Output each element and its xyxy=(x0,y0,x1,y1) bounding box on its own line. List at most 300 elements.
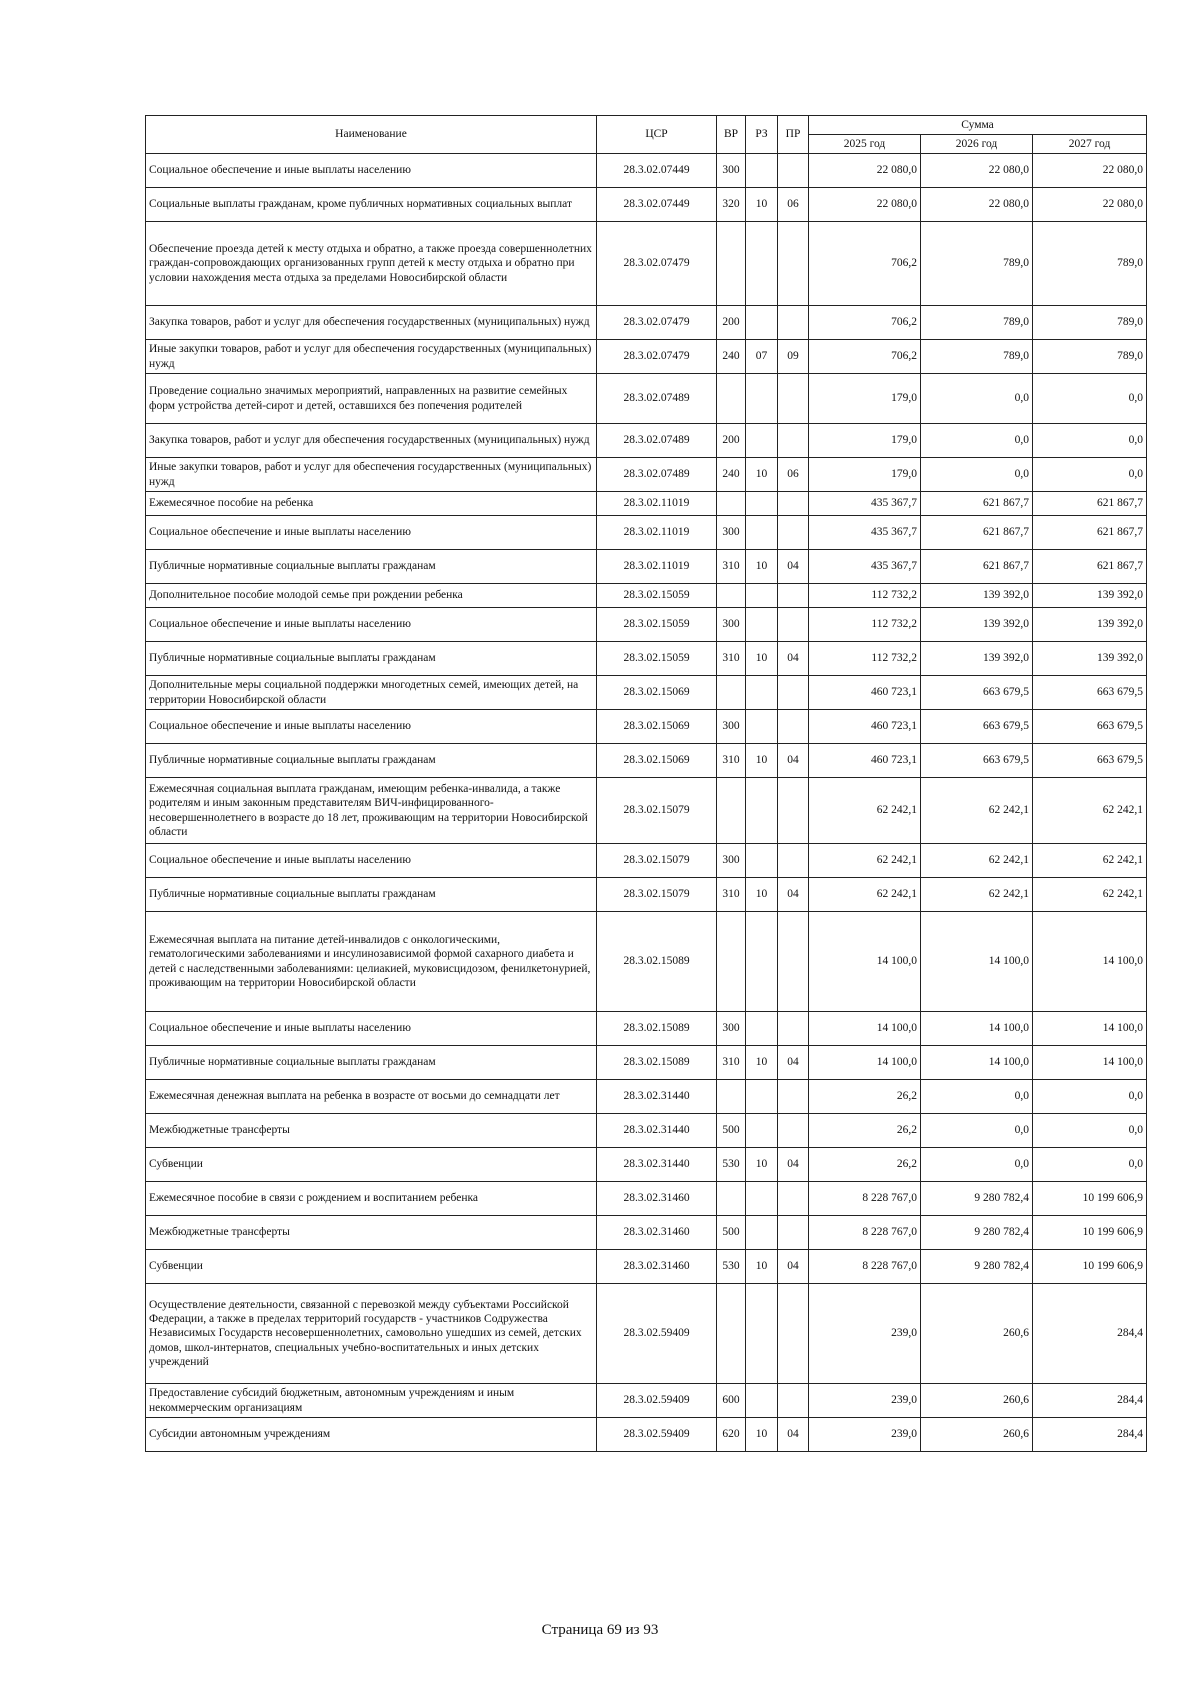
row-value-2025: 8 228 767,0 xyxy=(809,1250,921,1284)
row-value-2027: 284,4 xyxy=(1033,1284,1147,1384)
row-csr: 28.3.02.15079 xyxy=(597,878,717,912)
row-value-2027: 14 100,0 xyxy=(1033,1046,1147,1080)
row-vr: 310 xyxy=(717,744,746,778)
row-rz: 10 xyxy=(746,550,778,584)
row-vr: 300 xyxy=(717,844,746,878)
row-csr: 28.3.02.15059 xyxy=(597,642,717,676)
row-name: Ежемесячная выплата на питание детей-инвалидов с онкологическими, гематологическими заболеваниями и инсулинозависимой формой сахарного диабета и детей с наследственными заболеваниями: целиакией, муковисцидозом, фенилкетонурией, проживающим на территории Новосибирской области xyxy=(146,912,597,1012)
row-value-2025: 460 723,1 xyxy=(809,744,921,778)
row-vr xyxy=(717,778,746,844)
row-rz xyxy=(746,584,778,608)
row-vr: 500 xyxy=(717,1216,746,1250)
row-vr: 200 xyxy=(717,424,746,458)
row-name: Осуществление деятельности, связанной с перевозкой между субъектами Российской Федерации, а также в пределах территорий государств - участников Содружества Независимых Государств несовершеннолетних, самовольно ушедших из семей, детских домов, школ-интернатов, специальных учебно-воспитательных и иных детских учреждений xyxy=(146,1284,597,1384)
header-sum: Сумма xyxy=(809,116,1147,135)
row-value-2027: 0,0 xyxy=(1033,1080,1147,1114)
row-rz: 10 xyxy=(746,1148,778,1182)
table-row xyxy=(146,340,1147,374)
row-name: Ежемесячная денежная выплата на ребенка в возрасте от восьми до семнадцати лет xyxy=(146,1080,597,1114)
row-value-2026: 621 867,7 xyxy=(921,492,1033,516)
row-pr: 06 xyxy=(778,458,809,492)
row-value-2025: 239,0 xyxy=(809,1418,921,1452)
row-value-2026: 139 392,0 xyxy=(921,608,1033,642)
row-value-2027: 22 080,0 xyxy=(1033,154,1147,188)
row-pr xyxy=(778,516,809,550)
row-pr: 04 xyxy=(778,744,809,778)
header-csr: ЦСР xyxy=(597,116,717,154)
row-name: Субвенции xyxy=(146,1250,597,1284)
row-vr: 300 xyxy=(717,608,746,642)
row-pr xyxy=(778,1384,809,1418)
row-name: Иные закупки товаров, работ и услуг для обеспечения государственных (муниципальных) нужд xyxy=(146,340,597,374)
table-row xyxy=(146,912,1147,1012)
row-name: Закупка товаров, работ и услуг для обеспечения государственных (муниципальных) нужд xyxy=(146,424,597,458)
row-rz xyxy=(746,608,778,642)
row-value-2027: 0,0 xyxy=(1033,374,1147,424)
row-vr xyxy=(717,912,746,1012)
row-name: Межбюджетные трансферты xyxy=(146,1114,597,1148)
row-csr: 28.3.02.15089 xyxy=(597,1046,717,1080)
row-rz xyxy=(746,1284,778,1384)
table-row xyxy=(146,306,1147,340)
row-value-2026: 0,0 xyxy=(921,1114,1033,1148)
row-value-2026: 9 280 782,4 xyxy=(921,1182,1033,1216)
row-rz: 07 xyxy=(746,340,778,374)
row-value-2026: 789,0 xyxy=(921,222,1033,306)
table-row xyxy=(146,222,1147,306)
row-rz xyxy=(746,1080,778,1114)
row-pr xyxy=(778,1284,809,1384)
row-name: Публичные нормативные социальные выплаты гражданам xyxy=(146,878,597,912)
row-value-2027: 139 392,0 xyxy=(1033,642,1147,676)
row-value-2025: 62 242,1 xyxy=(809,844,921,878)
row-csr: 28.3.02.15069 xyxy=(597,710,717,744)
row-value-2027: 789,0 xyxy=(1033,306,1147,340)
row-value-2026: 663 679,5 xyxy=(921,710,1033,744)
table-row xyxy=(146,710,1147,744)
row-value-2026: 621 867,7 xyxy=(921,516,1033,550)
row-name: Обеспечение проезда детей к месту отдыха и обратно, а также проезда совершеннолетних граждан-сопровождающих организованных групп детей к месту отдыха и обратно при условии нахождения места отдыха за пределами Новосибирской области xyxy=(146,222,597,306)
row-value-2026: 139 392,0 xyxy=(921,642,1033,676)
row-rz xyxy=(746,1012,778,1046)
row-rz: 10 xyxy=(746,878,778,912)
row-vr: 200 xyxy=(717,306,746,340)
row-pr: 04 xyxy=(778,1250,809,1284)
row-value-2026: 14 100,0 xyxy=(921,1012,1033,1046)
row-name: Субвенции xyxy=(146,1148,597,1182)
table-row xyxy=(146,778,1147,844)
row-csr: 28.3.02.31440 xyxy=(597,1148,717,1182)
table-row xyxy=(146,492,1147,516)
row-vr xyxy=(717,676,746,710)
row-value-2026: 62 242,1 xyxy=(921,878,1033,912)
row-vr xyxy=(717,1182,746,1216)
row-csr: 28.3.02.59409 xyxy=(597,1284,717,1384)
row-value-2025: 460 723,1 xyxy=(809,710,921,744)
row-rz xyxy=(746,306,778,340)
row-value-2027: 10 199 606,9 xyxy=(1033,1250,1147,1284)
row-vr: 600 xyxy=(717,1384,746,1418)
row-pr xyxy=(778,154,809,188)
row-vr xyxy=(717,222,746,306)
row-vr xyxy=(717,584,746,608)
row-csr: 28.3.02.07479 xyxy=(597,340,717,374)
page-number: Страница 69 из 93 xyxy=(541,1622,659,1638)
row-rz xyxy=(746,676,778,710)
row-pr xyxy=(778,584,809,608)
row-csr: 28.3.02.59409 xyxy=(597,1418,717,1452)
table-row xyxy=(146,1384,1147,1418)
row-value-2027: 789,0 xyxy=(1033,222,1147,306)
row-value-2026: 0,0 xyxy=(921,1148,1033,1182)
row-pr xyxy=(778,608,809,642)
row-pr xyxy=(778,306,809,340)
row-csr: 28.3.02.15069 xyxy=(597,744,717,778)
row-value-2025: 62 242,1 xyxy=(809,878,921,912)
row-csr: 28.3.02.11019 xyxy=(597,516,717,550)
row-csr: 28.3.02.11019 xyxy=(597,550,717,584)
row-value-2025: 706,2 xyxy=(809,340,921,374)
row-value-2027: 0,0 xyxy=(1033,458,1147,492)
row-value-2026: 260,6 xyxy=(921,1384,1033,1418)
row-rz xyxy=(746,516,778,550)
row-value-2025: 112 732,2 xyxy=(809,584,921,608)
row-vr: 300 xyxy=(717,154,746,188)
row-value-2025: 239,0 xyxy=(809,1384,921,1418)
row-value-2027: 62 242,1 xyxy=(1033,778,1147,844)
row-value-2027: 284,4 xyxy=(1033,1418,1147,1452)
row-value-2027: 14 100,0 xyxy=(1033,912,1147,1012)
row-value-2025: 8 228 767,0 xyxy=(809,1216,921,1250)
row-value-2026: 139 392,0 xyxy=(921,584,1033,608)
row-vr: 300 xyxy=(717,710,746,744)
table-row xyxy=(146,1284,1147,1384)
row-value-2025: 435 367,7 xyxy=(809,550,921,584)
row-rz: 10 xyxy=(746,744,778,778)
row-pr xyxy=(778,676,809,710)
row-pr xyxy=(778,1182,809,1216)
row-value-2027: 10 199 606,9 xyxy=(1033,1216,1147,1250)
row-csr: 28.3.02.07489 xyxy=(597,424,717,458)
row-rz xyxy=(746,912,778,1012)
row-csr: 28.3.02.15059 xyxy=(597,608,717,642)
row-vr: 530 xyxy=(717,1250,746,1284)
row-pr: 09 xyxy=(778,340,809,374)
row-pr xyxy=(778,492,809,516)
row-vr: 500 xyxy=(717,1114,746,1148)
row-vr: 310 xyxy=(717,550,746,584)
row-value-2025: 14 100,0 xyxy=(809,1012,921,1046)
row-rz: 10 xyxy=(746,642,778,676)
row-csr: 28.3.02.31460 xyxy=(597,1182,717,1216)
row-value-2027: 621 867,7 xyxy=(1033,550,1147,584)
row-name: Публичные нормативные социальные выплаты гражданам xyxy=(146,1046,597,1080)
row-csr: 28.3.02.15059 xyxy=(597,584,717,608)
row-value-2026: 0,0 xyxy=(921,374,1033,424)
row-pr xyxy=(778,1080,809,1114)
row-csr: 28.3.02.11019 xyxy=(597,492,717,516)
row-value-2026: 62 242,1 xyxy=(921,844,1033,878)
row-rz xyxy=(746,1216,778,1250)
row-csr: 28.3.02.07449 xyxy=(597,188,717,222)
row-csr: 28.3.02.15089 xyxy=(597,1012,717,1046)
row-csr: 28.3.02.07449 xyxy=(597,154,717,188)
row-value-2025: 22 080,0 xyxy=(809,154,921,188)
row-csr: 28.3.02.07479 xyxy=(597,306,717,340)
row-value-2027: 62 242,1 xyxy=(1033,844,1147,878)
row-vr: 240 xyxy=(717,458,746,492)
row-name: Социальное обеспечение и иные выплаты населению xyxy=(146,608,597,642)
row-name: Закупка товаров, работ и услуг для обеспечения государственных (муниципальных) нужд xyxy=(146,306,597,340)
row-rz xyxy=(746,844,778,878)
header-vr: ВР xyxy=(717,116,746,154)
row-csr: 28.3.02.15069 xyxy=(597,676,717,710)
header-name: Наименование xyxy=(146,116,597,154)
row-name: Субсидии автономным учреждениям xyxy=(146,1418,597,1452)
table-row xyxy=(146,608,1147,642)
row-value-2025: 26,2 xyxy=(809,1080,921,1114)
row-name: Дополнительное пособие молодой семье при рождении ребенка xyxy=(146,584,597,608)
table-row xyxy=(146,374,1147,424)
row-value-2025: 14 100,0 xyxy=(809,1046,921,1080)
row-pr: 04 xyxy=(778,1418,809,1452)
row-value-2027: 663 679,5 xyxy=(1033,710,1147,744)
row-name: Дополнительные меры социальной поддержки многодетных семей, имеющих детей, на территории Новосибирской области xyxy=(146,676,597,710)
row-value-2027: 22 080,0 xyxy=(1033,188,1147,222)
row-vr: 240 xyxy=(717,340,746,374)
table-row xyxy=(146,1216,1147,1250)
budget-table xyxy=(145,115,1147,1452)
row-value-2025: 14 100,0 xyxy=(809,912,921,1012)
row-vr xyxy=(717,492,746,516)
row-rz xyxy=(746,778,778,844)
table-row xyxy=(146,188,1147,222)
row-name: Предоставление субсидий бюджетным, автономным учреждениям и иным некоммерческим организациям xyxy=(146,1384,597,1418)
table-row xyxy=(146,642,1147,676)
row-name: Публичные нормативные социальные выплаты гражданам xyxy=(146,642,597,676)
row-name: Проведение социально значимых мероприятий, направленных на развитие семейных форм устройства детей-сирот и детей, оставшихся без попечения родителей xyxy=(146,374,597,424)
row-rz: 10 xyxy=(746,1418,778,1452)
row-csr: 28.3.02.31440 xyxy=(597,1080,717,1114)
row-pr xyxy=(778,424,809,458)
row-rz: 10 xyxy=(746,458,778,492)
row-value-2027: 139 392,0 xyxy=(1033,584,1147,608)
row-value-2025: 26,2 xyxy=(809,1148,921,1182)
row-name: Иные закупки товаров, работ и услуг для обеспечения государственных (муниципальных) нужд xyxy=(146,458,597,492)
row-value-2026: 621 867,7 xyxy=(921,550,1033,584)
row-value-2025: 179,0 xyxy=(809,374,921,424)
row-csr: 28.3.02.59409 xyxy=(597,1384,717,1418)
row-value-2026: 260,6 xyxy=(921,1284,1033,1384)
row-value-2026: 14 100,0 xyxy=(921,912,1033,1012)
row-rz: 10 xyxy=(746,1046,778,1080)
row-value-2026: 0,0 xyxy=(921,1080,1033,1114)
row-value-2025: 112 732,2 xyxy=(809,642,921,676)
row-rz xyxy=(746,222,778,306)
row-value-2025: 179,0 xyxy=(809,458,921,492)
row-value-2027: 10 199 606,9 xyxy=(1033,1182,1147,1216)
row-pr xyxy=(778,374,809,424)
table-row xyxy=(146,844,1147,878)
row-value-2025: 435 367,7 xyxy=(809,492,921,516)
row-rz: 10 xyxy=(746,188,778,222)
row-value-2026: 0,0 xyxy=(921,424,1033,458)
row-vr: 310 xyxy=(717,642,746,676)
row-value-2027: 789,0 xyxy=(1033,340,1147,374)
row-name: Социальные выплаты гражданам, кроме публичных нормативных социальных выплат xyxy=(146,188,597,222)
table-row xyxy=(146,154,1147,188)
row-value-2026: 789,0 xyxy=(921,306,1033,340)
row-rz xyxy=(746,424,778,458)
table-row xyxy=(146,1012,1147,1046)
row-pr: 04 xyxy=(778,642,809,676)
row-name: Социальное обеспечение и иные выплаты населению xyxy=(146,710,597,744)
row-csr: 28.3.02.07479 xyxy=(597,222,717,306)
table-row xyxy=(146,1114,1147,1148)
row-csr: 28.3.02.31440 xyxy=(597,1114,717,1148)
row-name: Ежемесячная социальная выплата гражданам, имеющим ребенка-инвалида, а также родителям и иным законным представителям ВИЧ-инфицированного-несовершеннолетнего в возрасте до 18 лет, проживающим на территории Новосибирской области xyxy=(146,778,597,844)
row-vr: 620 xyxy=(717,1418,746,1452)
row-vr: 310 xyxy=(717,878,746,912)
row-pr: 04 xyxy=(778,1148,809,1182)
row-vr: 300 xyxy=(717,1012,746,1046)
row-pr xyxy=(778,1012,809,1046)
row-value-2027: 62 242,1 xyxy=(1033,878,1147,912)
row-pr: 04 xyxy=(778,878,809,912)
row-pr xyxy=(778,912,809,1012)
row-rz: 10 xyxy=(746,1250,778,1284)
row-name: Социальное обеспечение и иные выплаты населению xyxy=(146,1012,597,1046)
row-value-2026: 789,0 xyxy=(921,340,1033,374)
table-row xyxy=(146,878,1147,912)
row-csr: 28.3.02.15089 xyxy=(597,912,717,1012)
row-value-2025: 460 723,1 xyxy=(809,676,921,710)
row-value-2026: 22 080,0 xyxy=(921,188,1033,222)
table-header xyxy=(146,116,1147,154)
row-value-2026: 260,6 xyxy=(921,1418,1033,1452)
row-value-2025: 706,2 xyxy=(809,306,921,340)
table-row xyxy=(146,676,1147,710)
row-value-2025: 112 732,2 xyxy=(809,608,921,642)
row-rz xyxy=(746,1114,778,1148)
row-value-2027: 284,4 xyxy=(1033,1384,1147,1418)
row-pr: 06 xyxy=(778,188,809,222)
row-value-2027: 0,0 xyxy=(1033,424,1147,458)
row-rz xyxy=(746,710,778,744)
row-name: Социальное обеспечение и иные выплаты населению xyxy=(146,844,597,878)
row-csr: 28.3.02.31460 xyxy=(597,1250,717,1284)
row-pr: 04 xyxy=(778,550,809,584)
row-value-2025: 8 228 767,0 xyxy=(809,1182,921,1216)
table-row xyxy=(146,458,1147,492)
row-rz xyxy=(746,374,778,424)
row-name: Межбюджетные трансферты xyxy=(146,1216,597,1250)
row-value-2026: 0,0 xyxy=(921,458,1033,492)
row-name: Публичные нормативные социальные выплаты гражданам xyxy=(146,744,597,778)
table-row xyxy=(146,744,1147,778)
table-row xyxy=(146,1250,1147,1284)
table-row xyxy=(146,584,1147,608)
row-vr: 530 xyxy=(717,1148,746,1182)
row-value-2025: 239,0 xyxy=(809,1284,921,1384)
row-rz xyxy=(746,1384,778,1418)
row-value-2026: 9 280 782,4 xyxy=(921,1216,1033,1250)
row-value-2026: 62 242,1 xyxy=(921,778,1033,844)
row-vr: 300 xyxy=(717,516,746,550)
row-rz xyxy=(746,1182,778,1216)
row-value-2025: 435 367,7 xyxy=(809,516,921,550)
table-row xyxy=(146,1080,1147,1114)
row-value-2025: 62 242,1 xyxy=(809,778,921,844)
row-value-2027: 663 679,5 xyxy=(1033,744,1147,778)
row-vr xyxy=(717,1284,746,1384)
table-body xyxy=(146,154,1147,1452)
row-value-2027: 621 867,7 xyxy=(1033,492,1147,516)
row-name: Публичные нормативные социальные выплаты гражданам xyxy=(146,550,597,584)
row-name: Ежемесячное пособие на ребенка xyxy=(146,492,597,516)
row-value-2026: 9 280 782,4 xyxy=(921,1250,1033,1284)
table-row xyxy=(146,1046,1147,1080)
row-csr: 28.3.02.31460 xyxy=(597,1216,717,1250)
row-name: Социальное обеспечение и иные выплаты населению xyxy=(146,154,597,188)
row-vr: 310 xyxy=(717,1046,746,1080)
row-value-2027: 663 679,5 xyxy=(1033,676,1147,710)
header-year-2026: 2026 год xyxy=(921,135,1033,154)
row-pr xyxy=(778,1216,809,1250)
header-rz: РЗ xyxy=(746,116,778,154)
row-csr: 28.3.02.15079 xyxy=(597,778,717,844)
row-vr: 320 xyxy=(717,188,746,222)
table-row xyxy=(146,550,1147,584)
table-row xyxy=(146,1148,1147,1182)
row-rz xyxy=(746,154,778,188)
row-csr: 28.3.02.07489 xyxy=(597,374,717,424)
row-csr: 28.3.02.07489 xyxy=(597,458,717,492)
row-value-2027: 621 867,7 xyxy=(1033,516,1147,550)
header-year-2025: 2025 год xyxy=(809,135,921,154)
row-name: Ежемесячное пособие в связи с рождением и воспитанием ребенка xyxy=(146,1182,597,1216)
row-value-2026: 663 679,5 xyxy=(921,744,1033,778)
row-value-2026: 22 080,0 xyxy=(921,154,1033,188)
row-value-2025: 22 080,0 xyxy=(809,188,921,222)
table-row xyxy=(146,424,1147,458)
row-rz xyxy=(746,492,778,516)
row-value-2026: 14 100,0 xyxy=(921,1046,1033,1080)
table-row xyxy=(146,516,1147,550)
row-value-2025: 26,2 xyxy=(809,1114,921,1148)
row-vr xyxy=(717,374,746,424)
row-value-2025: 179,0 xyxy=(809,424,921,458)
row-value-2026: 663 679,5 xyxy=(921,676,1033,710)
row-value-2027: 0,0 xyxy=(1033,1148,1147,1182)
table-row xyxy=(146,1182,1147,1216)
row-pr xyxy=(778,710,809,744)
row-csr: 28.3.02.15079 xyxy=(597,844,717,878)
row-value-2027: 139 392,0 xyxy=(1033,608,1147,642)
row-pr xyxy=(778,222,809,306)
row-value-2027: 14 100,0 xyxy=(1033,1012,1147,1046)
row-pr xyxy=(778,1114,809,1148)
row-name: Социальное обеспечение и иные выплаты населению xyxy=(146,516,597,550)
row-value-2025: 706,2 xyxy=(809,222,921,306)
row-value-2027: 0,0 xyxy=(1033,1114,1147,1148)
header-year-2027: 2027 год xyxy=(1033,135,1147,154)
row-vr xyxy=(717,1080,746,1114)
row-pr: 04 xyxy=(778,1046,809,1080)
table-row xyxy=(146,1418,1147,1452)
row-pr xyxy=(778,844,809,878)
row-pr xyxy=(778,778,809,844)
